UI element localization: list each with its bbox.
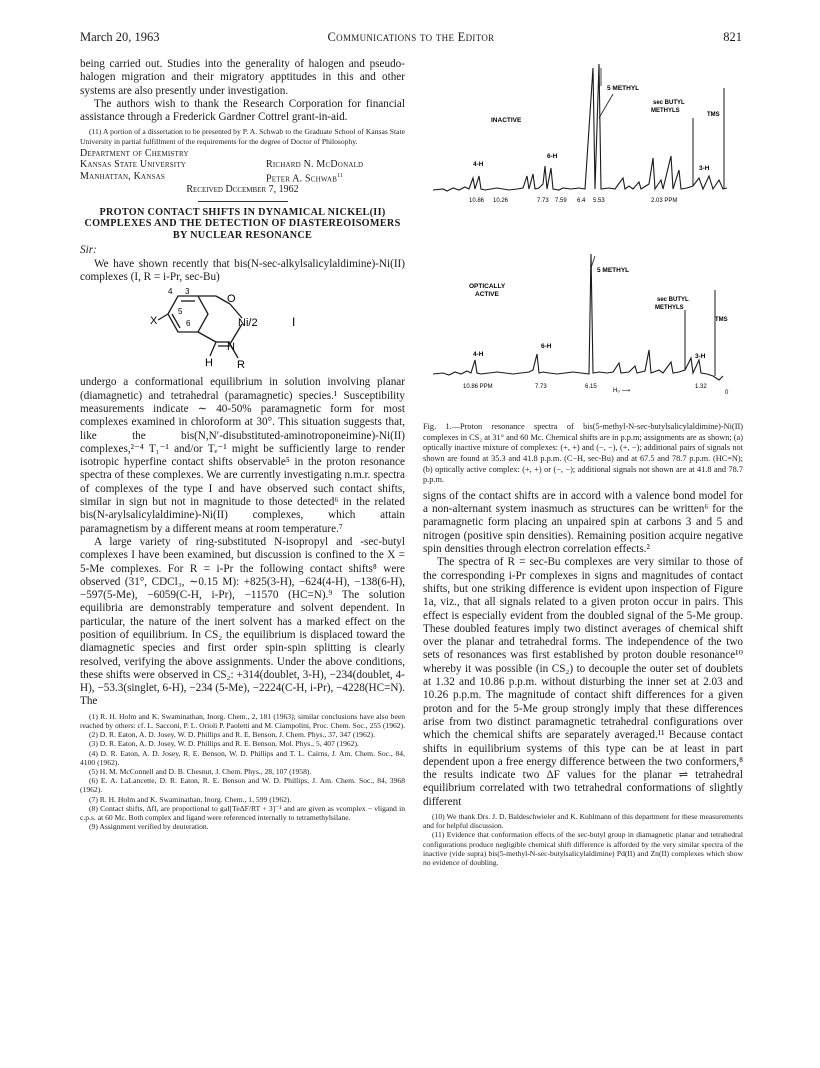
author-1: Richard N. McDonald	[266, 159, 364, 171]
atom-hydrogen: H	[205, 357, 213, 370]
label-a-tms: TMS	[707, 112, 720, 118]
body-paragraph-1: We have shown recently that bis(N-sec-alkylsalicylaldimine)-Ni(II) complexes (I, R = i-Pr, sec-Bu)	[80, 257, 405, 284]
tick-a-2: 10.26	[493, 198, 509, 204]
label-a-inactive: INACTIVE	[491, 117, 522, 124]
label-a-3h: 3-H	[699, 165, 710, 172]
label-a-5-methyl: 5 METHYL	[607, 85, 640, 92]
spectrum-b	[433, 254, 729, 396]
atom-oxygen: O	[227, 293, 236, 306]
label-b-5-methyl: 5 METHYL	[597, 267, 630, 274]
body-paragraph-5: The spectra of R = sec-Bu complexes are very similar to those of the corresponding i-Pr complexes in signs and magnitudes of contact shifts, but one striking difference is evident upon inspection of Figure 1a, viz., that all signals related to a given proton occur in pairs. This effect is especially evident from the doubled signal of the 5-Me group. These doubled features imply two distinct averages of chemical shift over the planar and tetrahedral forms. The independence of the two sets of resonances was first established by proton double resonance¹⁰ whereby it was possible (in CS₂) to decouple the outer set of doublets at 1.32 and 10.86 p.p.m. without disturbing the inner set at 2.03 and 10.26 p.p.m. The magnitude of contact shift differences for a given proton and for the 5-Me group strongly imply that these differences arise from two distinct paramagnetic tetrahedral configurations over which the chemical shifts are separately averaged.¹¹ Because contact shifts in equilibrium systems of this type can be at least in part dependent upon a free energy difference between the two conformers,⁸ the results indicate two ΔF values for the planar ⇌ tetrahedral equilibrium correlated with two tetrahedral conformations of slightly different	[423, 556, 743, 808]
ring-position-5: 5	[178, 307, 183, 317]
tick-a-7: 2.03 PPM	[651, 198, 678, 204]
ring-position-6: 6	[186, 319, 191, 329]
intro-paragraph-1: being carried out. Studies into the generality of halogen and pseudo-halogen migration and their migratory apptitudes in this and other systems are also presently under investigation.	[80, 58, 405, 97]
tick-b-2: 7.73	[535, 384, 547, 390]
label-b-methyls: METHYLS	[655, 305, 684, 311]
footnote-11-right: (11) Evidence that conformation effects of the sec-butyl group in diamagnetic planar and tetrahedral configurations produce negligible chemical shift difference is afforded by the very similar spectra of the inactive (vide supra) bis(5-methyl-N-sec-butylsalicylaldimine) Pd(II) and Zn(II) complexes which show no evidence of doubling.	[423, 830, 743, 867]
spectrum-a	[433, 64, 727, 204]
atom-nickel: Ni/2	[238, 317, 258, 330]
figure-spectra	[423, 58, 743, 422]
footnotes-right	[423, 812, 743, 867]
tick-a-3: 7.73	[537, 198, 549, 204]
body-paragraph-2: undergo a conformational equilibrium in solution involving planar (diamagnetic) and tetrahedral (paramagnetic) species.¹ Susceptibility measurements indicate ∼ 40-50% paramagnetic form for most complexes examined in chloroform at 30°. This situation suggests that, like the bis(N,N′-disubstituted-aminotroponeimine)-Ni(II) complexes,²⁻⁴ T₁⁻¹ and/or Tₑ⁻¹ might be sufficiently large to render isotropic hyperfine contact shifts observable⁵ in the proton resonance spectra of these complexes. We are currently investigating n.m.r. spectra of complexes of the type I and have observed such contact shifts, similar in sign but not in magnitude to those detected⁶ in the related bis(N-arylsalicylaldimine)-Ni(II) complexes, which attain paramagnetism by a different means at room temperature.⁷	[80, 376, 405, 535]
footnote-3: (3) D. R. Eaton, A. D. Josey, W. D. Phillips and R. E. Benson, Mol. Phys., 5, 407 (1962).	[89, 739, 359, 749]
right-column	[423, 58, 743, 867]
structure-drawing	[80, 284, 405, 376]
footnotes-left	[80, 712, 405, 832]
tick-b-4: 1.32	[695, 384, 707, 390]
footnote-2: (2) D. R. Eaton, A. D. Josey, W. D. Phillips and R. E. Benson, J. Chem. Phys., 37, 347 (1962).	[89, 730, 375, 740]
body-paragraph-3: A large variety of ring-substituted N-isopropyl and -sec-butyl complexes I have been examined, but discussion is confined to the X = 5-Me complexes. For R = i-Pr the following contact shifts⁸ were observed (31°, CDCl₃, ∼0.15 M): +825(3-H), −624(4-H), −138(6-H), −597(5-Me), −6059(C-H, i-Pr), −11570 (HC=N).⁹ The solution equilibria are demonstrably temperature and solvent dependent. In particular, the nature of the inert solvent has a marked effect on the position of equilibrium. In CS₂ the equilibrium is displaced toward the diamagnetic species and first order spin-spin splitting is clearly resolved, verifying the above assignments. Under the above conditions, these shifts were observed in CS₂: +314(doublet, 3-H), −234(doublet, 4-H), −53.3(singlet, 6-H), −234 (5-Me), −2224(C-H, i-Pr), −4228(HC=N). The	[80, 535, 405, 708]
article-title: PROTON CONTACT SHIFTS IN DYNAMICAL NICKEL(II) COMPLEXES AND THE DETECTION OF DIASTEREOISOMERS BY NUCLEAR RESONANCE	[84, 206, 401, 241]
affiliation-university: Kansas State University	[80, 159, 187, 171]
nmr-spectra-figure	[423, 58, 743, 418]
tick-b-5: 0	[725, 390, 729, 396]
salutation: Sir:	[80, 244, 97, 257]
header-date: March 20, 1963	[80, 30, 160, 44]
label-a-6h: 6-H	[547, 153, 558, 160]
label-b-6h: 6-H	[541, 343, 552, 350]
substituent-r: R	[237, 359, 245, 372]
label-b-4h: 4-H	[473, 351, 484, 358]
header-section: Communications to the Editor	[327, 30, 495, 44]
footnote-8: (8) Contact shifts, ΔfI, are proportional to gaI[TeΔF/RT + 3]⁻¹ and are given as νcomplex − νligand in c.p.s. at 60 Mc. Both complex and ligand were referenced internally to tetramethylsilane.	[80, 803, 405, 823]
label-a-methyls: METHYLS	[651, 108, 680, 114]
label-b-tms: TMS	[715, 317, 728, 323]
author-2	[266, 171, 343, 185]
field-arrow-label: H₀ ⟶	[613, 388, 631, 394]
label-b-sec-butyl: sec BUTYL	[657, 297, 689, 303]
section-divider	[198, 201, 288, 202]
page-number: 821	[723, 30, 742, 44]
author-2-footnote-mark: 11	[337, 172, 344, 179]
footnote-7: (7) R. H. Holm and K. Swaminathan, Inorg. Chem., 1, 599 (1962).	[89, 794, 292, 804]
label-a-4h: 4-H	[473, 161, 484, 168]
ring-position-3: 3	[185, 287, 190, 297]
intro-paragraph-2: The authors wish to thank the Research Corporation for financial assistance through a Frederick Gardner Cottrel grant-in-aid.	[80, 97, 405, 124]
label-a-sec-butyl: sec BUTYL	[653, 100, 685, 106]
figure-caption: Fig. 1.—Proton resonance spectra of bis(5-methyl-N-sec-butylsalicylaldimine)-Ni(II) complexes in CS₂ at 31° and 60 Mc. Chemical shifts are in p.p.m; assignments are as shown; (a) optically inactive mixture of complexes: (+, +) and (−, −), (+, −); additional pairs of signals not shown are found at 35.3 and 41.8 p.p.m. (C−H, sec-Bu) and at 67.5 and 78.7 p.p.m. (HC=N); (b) optically active complex: (+, +) or (−, −); additional signals not shown are at 41.8 and 78.7 p.p.m.	[423, 422, 743, 485]
footnote-11	[80, 127, 405, 145]
footnote-1: (1) R. H. Holm and K. Swaminathan, Inorg. Chem., 2, 181 (1963); similar conclusions have also been reached by others: cf. L. Sacconi, P. L. Orioli P. Paoletti and M. Ciampolini, Proc. Chem. Soc., 255 (1962).	[80, 711, 406, 730]
tick-a-1: 10.86	[469, 198, 485, 204]
affiliation-department: Department of Chemistry	[80, 147, 189, 159]
compound-label: I	[292, 315, 296, 330]
footnote-5: (5) H. M. McConnell and D. B. Chesnut, J. Chem. Phys., 28, 107 (1958).	[89, 767, 312, 776]
footnote-4: (4) D. R. Eaton, A. D. Josey, R. E. Benson, W. D. Phillips and T. L. Cairns, J. Am. Chem. Soc., 84, 4100 (1962).	[80, 748, 405, 767]
footnote-9: (9) Assignment verified by deuteration.	[89, 822, 209, 832]
tick-b-3: 6.15	[585, 384, 597, 390]
label-b-active: ACTIVE	[475, 291, 499, 298]
label-b-3h: 3-H	[695, 353, 706, 360]
left-column	[80, 58, 405, 831]
affiliation-city: Manhattan, Kansas	[80, 170, 166, 182]
footnote-6: (6) E. A. LaLancette, D. R. Eaton, R. E. Benson and W. D. Phillips, J. Am. Chem. Soc., 84, 3968 (1962).	[80, 776, 405, 795]
footnote-11-text: (11) A portion of a dissertation to be presented by P. A. Schwab to the Graduate School of Kansas State University in partial fulfillment of the requirements for the degree of Doctor of Philosophy.	[80, 127, 405, 146]
substituent-x: X	[150, 315, 158, 328]
affiliation-line-1	[80, 159, 405, 171]
author-2-name: Peter A. Schwab	[266, 173, 338, 185]
label-b-optically: OPTICALLY	[469, 283, 506, 290]
structure-diagram	[80, 284, 405, 376]
running-header	[80, 30, 742, 48]
footnote-10: (10) We thank Drs. J. D. Baldeschwieler and K. Kuhlmann of this department for these measurements and for helpful discussion.	[423, 811, 743, 831]
received-date: Received Dccember 7, 1962	[186, 184, 299, 196]
atom-nitrogen: N	[227, 341, 235, 354]
body-paragraph-4: signs of the contact shifts are in accord with a valence bond model for a non-alternant system inasmuch as structures can be written⁶ for the paramagnetic form placing an unpaired spin at carbons 3 and 5 and nitrogen (positive spin densities). Remaining position acquire negative spin densities through electron correlation effects.²	[423, 489, 743, 556]
tick-a-6: 5.53	[593, 198, 605, 204]
tick-a-4: 7.59	[555, 198, 567, 204]
tick-a-5: 6.4	[577, 198, 586, 204]
ring-position-4: 4	[168, 287, 173, 297]
affiliation-line-2	[80, 171, 405, 183]
tick-b-1: 10.86 PPM	[463, 384, 493, 390]
